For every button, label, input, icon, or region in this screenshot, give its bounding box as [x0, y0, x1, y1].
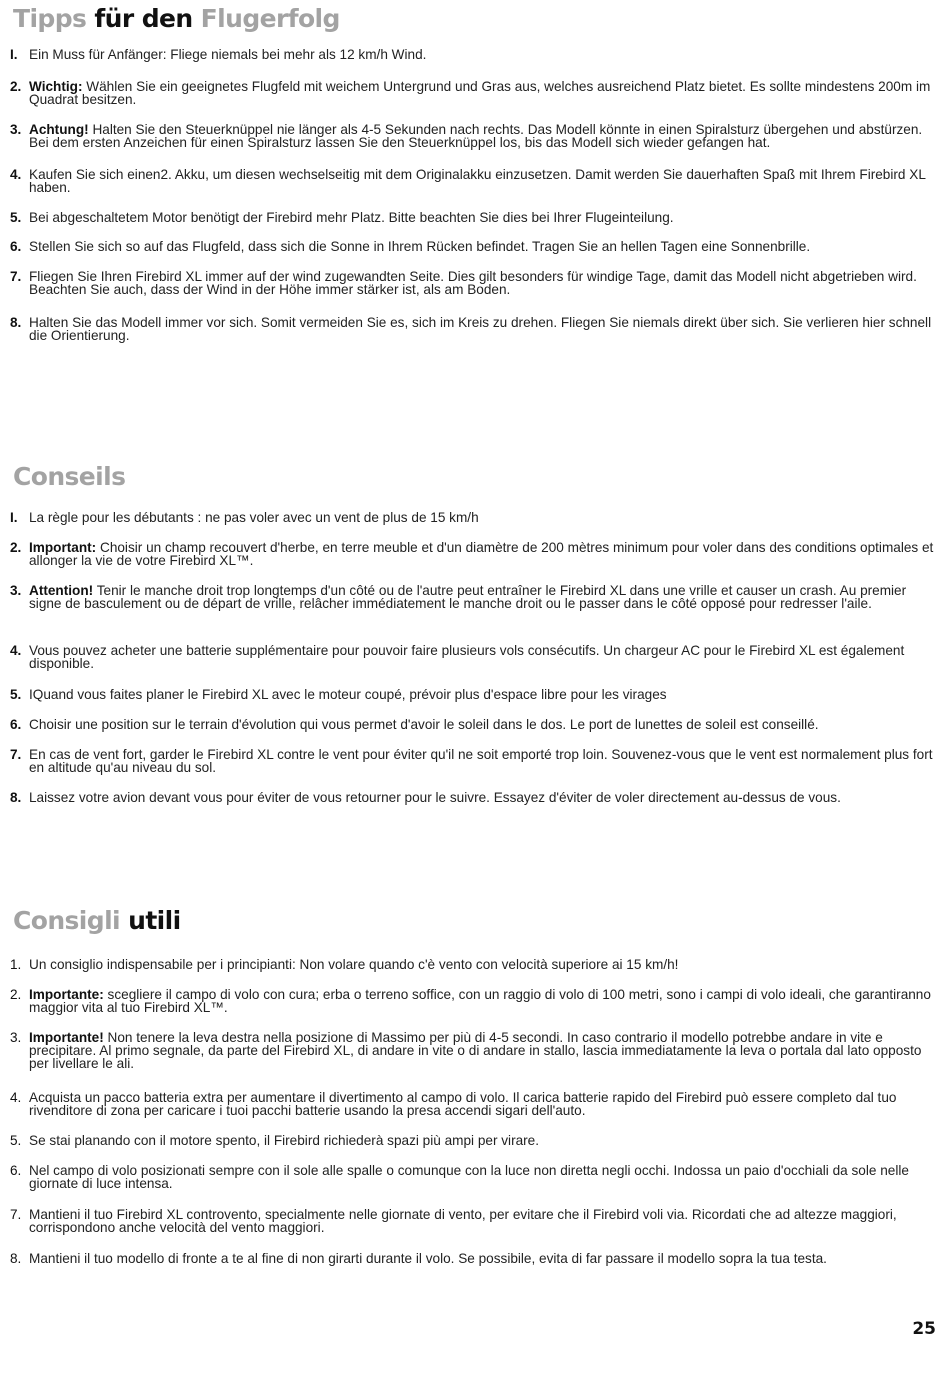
- item-body: Laissez votre avion devant vous pour éviter de vous retourner pour le suivre. Essayez d'éviter de voler directement au-dessus de vous.: [29, 790, 841, 805]
- item-body: Ein Muss für Anfänger: Fliege niemals bei mehr als 12 km/h Wind.: [29, 47, 427, 62]
- list-item: [10, 511, 940, 524]
- section-title: [13, 462, 125, 492]
- item-body: Non tenere la leva destra nella posizione di Massimo per più di 4-5 secondi. In caso contrario il modello potrebbe andare in vite e precipitare. Al primo segnale, da parte del Firebird XL, di andare in vite o di andare in stallo, lascia immediatamente la leva o portala dal lato opposto per livellare le ali.: [29, 1030, 922, 1071]
- list-item: [10, 988, 940, 1014]
- item-text: [29, 1134, 940, 1147]
- list-item: [10, 791, 940, 804]
- section-title: [13, 4, 340, 34]
- list-item: [10, 748, 940, 774]
- list-item: [10, 688, 940, 701]
- item-lead: Importante:: [29, 987, 104, 1002]
- title-part: Tipps: [13, 4, 87, 33]
- list-item: [10, 168, 940, 194]
- list-item: [10, 80, 940, 106]
- item-text: [29, 511, 940, 524]
- item-number: 3.: [10, 122, 22, 137]
- item-text: [29, 316, 940, 342]
- item-number: 6.: [10, 239, 22, 254]
- item-number: 8.: [10, 790, 22, 805]
- item-number: 3.: [10, 583, 22, 598]
- item-text: [29, 48, 940, 61]
- title-part: Flugerfolg: [200, 4, 340, 33]
- item-lead: Important:: [29, 540, 97, 555]
- item-body: Nel campo di volo posizionati sempre con il sole alle spalle o comunque con la luce non diretta negli occhi. Indossa un paio d'occhiali da sole nelle giornate di luce intensa.: [29, 1163, 909, 1191]
- item-text: [29, 123, 940, 149]
- item-body: Tenir le manche droit trop longtemps d'un côté ou de l'autre peut entraîner le Firebird XL dans une vrille et causer un crash. Au premier signe de basculement ou de départ de vrille, relâcher immédiatement le manche droit ou le passer dans le côté opposé pour redresser l'aile.: [29, 583, 907, 611]
- item-text: [29, 80, 940, 106]
- item-number: 5.: [10, 210, 22, 225]
- item-body: Halten Sie das Modell immer vor sich. Somit vermeiden Sie es, sich im Kreis zu drehen. Fliegen Sie niemals direkt über sich. Sie verlieren hier schnell die Orientierung.: [29, 315, 932, 343]
- list-item: [10, 1031, 940, 1070]
- item-number: 7.: [10, 1207, 22, 1222]
- list-item: [10, 211, 940, 224]
- item-number: 8.: [10, 315, 22, 330]
- list-item: [10, 123, 940, 149]
- item-body: scegliere il campo di volo con cura; erba o terreno soffice, con un raggio di volo di 100 metri, sono i campi di volo ideali, che garantiranno maggior vita al tuo Firebird XL™.: [29, 987, 931, 1015]
- item-text: [29, 1164, 940, 1190]
- item-number: 4.: [10, 1090, 22, 1105]
- item-body: Vous pouvez acheter une batterie supplémentaire pour pouvoir faire plusieurs vols consécutifs. Un chargeur AC pour le Firebird XL est également disponible.: [29, 643, 905, 671]
- item-body: Fliegen Sie Ihren Firebird XL immer auf der wind zugewandten Seite. Dies gilt besonders für windige Tage, damit das Modell nicht abgetrieben wird. Beachten Sie auch, dass der Wind in der Höhe immer stärker ist, als am Boden.: [29, 269, 917, 297]
- item-number: 5.: [10, 687, 22, 702]
- item-text: [29, 748, 940, 774]
- item-number: 2.: [10, 540, 22, 555]
- item-lead: Wichtig:: [29, 79, 83, 94]
- item-number: I.: [10, 510, 18, 525]
- item-text: [29, 1091, 940, 1117]
- list-item: [10, 541, 940, 567]
- item-text: [29, 584, 940, 610]
- item-text: [29, 688, 940, 701]
- list-item: [10, 1134, 940, 1147]
- list-item: [10, 1208, 940, 1234]
- item-text: [29, 541, 940, 567]
- item-text: [29, 644, 940, 670]
- item-body: Mantieni il tuo Firebird XL controvento, specialmente nelle giornate di vento, per evitare che il Firebird voli via. Ricordati che ad altezze maggiori, corrispondono anche velocità del vento maggiori.: [29, 1207, 897, 1235]
- item-number: 1.: [10, 957, 22, 972]
- list-item: [10, 240, 940, 253]
- item-lead: Achtung!: [29, 122, 89, 137]
- item-number: 4.: [10, 167, 22, 182]
- item-text: [29, 988, 940, 1014]
- item-lead: Attention!: [29, 583, 94, 598]
- title-part: für den: [94, 4, 193, 33]
- item-body: Kaufen Sie sich einen2. Akku, um diesen wechselseitig mit dem Originalakku einzusetzen. Damit werden Sie dauerhaften Spaß mit Ihrem Firebird XL haben.: [29, 167, 926, 195]
- item-number: 6.: [10, 1163, 22, 1178]
- item-number: 4.: [10, 643, 22, 658]
- list-item: [10, 316, 940, 342]
- item-number: 5.: [10, 1133, 22, 1148]
- item-number: 2.: [10, 987, 22, 1002]
- item-text: [29, 211, 940, 224]
- item-body: Wählen Sie ein geeignetes Flugfeld mit weichem Untergrund und Gras aus, welches ausreichend Platz bietet. Es sollte mindestens 200m im Quadrat besitzen.: [29, 79, 931, 107]
- item-number: 6.: [10, 717, 22, 732]
- item-number: 2.: [10, 79, 22, 94]
- item-body: La règle pour les débutants : ne pas voler avec un vent de plus de 15 km/h: [29, 510, 479, 525]
- item-text: [29, 1208, 940, 1234]
- item-text: [29, 718, 940, 731]
- item-body: Halten Sie den Steuerknüppel nie länger als 4-5 Sekunden nach rechts. Das Modell könnte in einen Spiralsturz übergehen und abstürzen. Bei dem ersten Anzeichen für einen Spiralsturz lassen Sie den Steuerknüppel los, bis das Modell sich wieder gefangen hat.: [29, 122, 923, 150]
- item-text: [29, 958, 940, 971]
- item-body: En cas de vent fort, garder le Firebird XL contre le vent pour éviter qu'il ne soit emporté trop loin. Souvenez-vous que le vent est normalement plus fort en altitude qu'au niveau du sol.: [29, 747, 933, 775]
- list-item: [10, 48, 940, 61]
- list-item: [10, 584, 940, 610]
- list-item: [10, 1091, 940, 1117]
- item-lead: Importante!: [29, 1030, 104, 1045]
- list-item: [10, 1164, 940, 1190]
- item-number: 7.: [10, 269, 22, 284]
- item-text: [29, 270, 940, 296]
- title-part: Conseils: [13, 462, 126, 491]
- item-text: [29, 791, 940, 804]
- item-body: IQuand vous faites planer le Firebird XL avec le moteur coupé, prévoir plus d'espace libre pour les virages: [29, 687, 667, 702]
- item-body: Un consiglio indispensabile per i principianti: Non volare quando c'è vento con velocità superiore ai 15 km/h!: [29, 957, 679, 972]
- item-body: Choisir une position sur le terrain d'évolution qui vous permet d'avoir le soleil dans le dos. Le port de lunettes de soleil est conseillé.: [29, 717, 819, 732]
- list-item: [10, 718, 940, 731]
- item-number: I.: [10, 47, 18, 62]
- item-number: 8.: [10, 1251, 22, 1266]
- page-number: 25: [912, 1319, 936, 1339]
- list-item: [10, 1252, 940, 1265]
- list-item: [10, 644, 940, 670]
- item-body: Stellen Sie sich so auf das Flugfeld, dass sich die Sonne in Ihrem Rücken befindet. Tragen Sie an hellen Tagen eine Sonnenbrille.: [29, 239, 811, 254]
- item-body: Bei abgeschaltetem Motor benötigt der Firebird mehr Platz. Bitte beachten Sie dies bei Ihrer Flugeinteilung.: [29, 210, 674, 225]
- list-item: [10, 270, 940, 296]
- section-title: [13, 906, 181, 936]
- item-text: [29, 240, 940, 253]
- item-body: Se stai planando con il motore spento, il Firebird richiederà spazi più ampi per virare.: [29, 1133, 540, 1148]
- item-number: 7.: [10, 747, 22, 762]
- title-part: Consigli: [13, 906, 121, 935]
- item-body: Acquista un pacco batteria extra per aumentare il divertimento al campo di volo. Il carica batterie rapido del Firebird può essere completo dal tuo rivenditore di zona per caricare i tuoi pacchi batterie usando la presa accendi sigari dell'auto.: [29, 1090, 897, 1118]
- list-item: [10, 958, 940, 971]
- item-text: [29, 168, 940, 194]
- item-text: [29, 1252, 940, 1265]
- item-text: [29, 1031, 940, 1070]
- item-body: Mantieni il tuo modello di fronte a te al fine di non girarti durante il volo. Se possibile, evita di far passare il modello sopra la tua testa.: [29, 1251, 827, 1266]
- title-part: utili: [128, 906, 181, 935]
- item-number: 3.: [10, 1030, 22, 1045]
- item-body: Choisir un champ recouvert d'herbe, en terre meuble et d'un diamètre de 200 mètres minimum pour voler dans des conditions optimales et allonger la vie de votre Firebird XL™.: [29, 540, 934, 568]
